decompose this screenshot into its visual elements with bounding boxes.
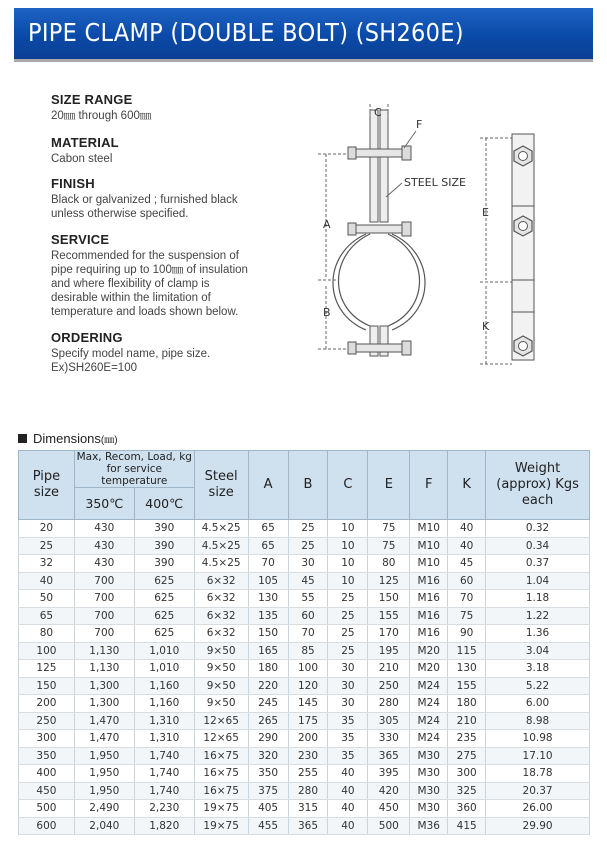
spec-heading: MATERIAL [51, 135, 119, 150]
cell-e: 170 [368, 625, 410, 643]
cell-load-350c: 430 [74, 520, 134, 538]
spec-ordering [51, 330, 291, 375]
cell-k: 275 [448, 747, 486, 765]
cell-pipe-size: 125 [19, 660, 75, 678]
cell-steel-size: 4.5×25 [194, 555, 248, 573]
cell-load-400c: 625 [134, 607, 194, 625]
cell-b: 230 [288, 747, 328, 765]
dimensions-table-body [19, 520, 590, 835]
cell-e: 395 [368, 765, 410, 783]
cell-steel-size: 6×32 [194, 607, 248, 625]
cell-e: 195 [368, 642, 410, 660]
cell-a: 150 [248, 625, 288, 643]
cell-f: M20 [410, 660, 448, 678]
cell-e: 75 [368, 520, 410, 538]
spec-text: Recommended for the suspension of pipe requiring up to 100㎜ of insulation and where flexibility of clamp is desirable within the limitation of temperature and loads shown below. [51, 250, 248, 318]
cell-c: 25 [328, 642, 368, 660]
cell-c: 10 [328, 555, 368, 573]
cell-e: 500 [368, 817, 410, 835]
cell-k: 60 [448, 572, 486, 590]
header-c: C [328, 451, 368, 520]
cell-load-350c: 1,470 [74, 712, 134, 730]
cell-weight: 10.98 [486, 730, 590, 748]
cell-steel-size: 6×32 [194, 590, 248, 608]
cell-e: 125 [368, 572, 410, 590]
clamp-front-view [333, 110, 425, 356]
cell-f: M16 [410, 607, 448, 625]
cell-f: M10 [410, 537, 448, 555]
cell-k: 130 [448, 660, 486, 678]
cell-c: 25 [328, 590, 368, 608]
cell-steel-size: 16×75 [194, 782, 248, 800]
cell-a: 65 [248, 537, 288, 555]
cell-steel-size: 6×32 [194, 625, 248, 643]
cell-c: 40 [328, 782, 368, 800]
cell-pipe-size: 50 [19, 590, 75, 608]
cell-steel-size: 9×50 [194, 677, 248, 695]
cell-b: 25 [288, 537, 328, 555]
cell-load-350c: 700 [74, 590, 134, 608]
cell-k: 180 [448, 695, 486, 713]
page-title: PIPE CLAMP (DOUBLE BOLT) (SH260E) [28, 18, 464, 47]
cell-weight: 5.22 [486, 677, 590, 695]
hex-nut-icon [514, 146, 532, 166]
cell-b: 25 [288, 520, 328, 538]
cell-f: M36 [410, 817, 448, 835]
cell-e: 150 [368, 590, 410, 608]
cell-load-400c: 1,740 [134, 765, 194, 783]
cell-a: 130 [248, 590, 288, 608]
cell-steel-size: 12×65 [194, 712, 248, 730]
hex-nut-icon [514, 336, 532, 356]
cell-k: 360 [448, 800, 486, 818]
cell-steel-size: 19×75 [194, 800, 248, 818]
cell-f: M16 [410, 572, 448, 590]
cell-steel-size: 6×32 [194, 572, 248, 590]
cell-a: 180 [248, 660, 288, 678]
cell-b: 145 [288, 695, 328, 713]
dimensions-unit: (㎜) [100, 435, 118, 446]
cell-k: 90 [448, 625, 486, 643]
cell-a: 135 [248, 607, 288, 625]
cell-k: 45 [448, 555, 486, 573]
cell-k: 300 [448, 765, 486, 783]
cell-weight: 1.36 [486, 625, 590, 643]
spec-heading: SIZE RANGE [51, 92, 133, 107]
cell-load-400c: 1,740 [134, 782, 194, 800]
spec-service [51, 232, 291, 319]
table-row [19, 712, 590, 730]
cell-pipe-size: 300 [19, 730, 75, 748]
cell-b: 60 [288, 607, 328, 625]
spec-heading: SERVICE [51, 232, 110, 247]
cell-pipe-size: 25 [19, 537, 75, 555]
cell-k: 325 [448, 782, 486, 800]
cell-pipe-size: 500 [19, 800, 75, 818]
cell-load-350c: 430 [74, 555, 134, 573]
cell-a: 375 [248, 782, 288, 800]
cell-f: M24 [410, 730, 448, 748]
spec-text: Cabon steel [51, 153, 113, 165]
table-row [19, 677, 590, 695]
dimensions-heading [18, 431, 118, 446]
cell-weight: 1.04 [486, 572, 590, 590]
dim-label-e: E [482, 206, 489, 219]
cell-e: 155 [368, 607, 410, 625]
header-350c: 350℃ [74, 488, 134, 520]
spec-finish [51, 176, 291, 221]
cell-load-400c: 1,310 [134, 730, 194, 748]
cell-load-350c: 1,130 [74, 660, 134, 678]
cell-k: 115 [448, 642, 486, 660]
cell-load-400c: 1,820 [134, 817, 194, 835]
cell-b: 175 [288, 712, 328, 730]
cell-a: 290 [248, 730, 288, 748]
dim-label-a: A [323, 218, 331, 231]
cell-weight: 0.34 [486, 537, 590, 555]
cell-b: 45 [288, 572, 328, 590]
cell-weight: 29.90 [486, 817, 590, 835]
clamp-side-view [512, 134, 534, 360]
cell-f: M30 [410, 800, 448, 818]
cell-f: M10 [410, 555, 448, 573]
square-bullet-icon [18, 434, 27, 443]
table-row [19, 765, 590, 783]
cell-pipe-size: 600 [19, 817, 75, 835]
cell-weight: 18.78 [486, 765, 590, 783]
cell-c: 30 [328, 677, 368, 695]
header-f: F [410, 451, 448, 520]
title-bar [14, 8, 593, 62]
cell-c: 25 [328, 607, 368, 625]
cell-f: M30 [410, 765, 448, 783]
cell-weight: 20.37 [486, 782, 590, 800]
table-row [19, 520, 590, 538]
cell-a: 105 [248, 572, 288, 590]
spec-material [51, 135, 291, 166]
cell-c: 40 [328, 817, 368, 835]
cell-c: 40 [328, 765, 368, 783]
cell-k: 210 [448, 712, 486, 730]
cell-load-400c: 1,010 [134, 660, 194, 678]
cell-load-350c: 2,040 [74, 817, 134, 835]
table-row [19, 642, 590, 660]
cell-c: 40 [328, 800, 368, 818]
cell-b: 315 [288, 800, 328, 818]
cell-k: 70 [448, 590, 486, 608]
cell-pipe-size: 200 [19, 695, 75, 713]
cell-load-400c: 1,010 [134, 642, 194, 660]
cell-c: 35 [328, 730, 368, 748]
cell-load-350c: 700 [74, 572, 134, 590]
table-row [19, 800, 590, 818]
cell-c: 30 [328, 660, 368, 678]
cell-steel-size: 16×75 [194, 747, 248, 765]
cell-pipe-size: 400 [19, 765, 75, 783]
cell-load-350c: 2,490 [74, 800, 134, 818]
cell-f: M30 [410, 747, 448, 765]
cell-b: 70 [288, 625, 328, 643]
table-row [19, 660, 590, 678]
cell-k: 415 [448, 817, 486, 835]
cell-load-400c: 1,160 [134, 695, 194, 713]
cell-weight: 6.00 [486, 695, 590, 713]
cell-e: 305 [368, 712, 410, 730]
cell-pipe-size: 450 [19, 782, 75, 800]
dim-label-c: C [374, 106, 382, 119]
cell-steel-size: 9×50 [194, 642, 248, 660]
cell-k: 235 [448, 730, 486, 748]
cell-f: M30 [410, 782, 448, 800]
header-e: E [368, 451, 410, 520]
cell-b: 55 [288, 590, 328, 608]
dim-label-k: K [482, 320, 490, 333]
cell-weight: 1.22 [486, 607, 590, 625]
cell-e: 450 [368, 800, 410, 818]
cell-steel-size: 9×50 [194, 695, 248, 713]
cell-load-400c: 1,310 [134, 712, 194, 730]
cell-c: 10 [328, 537, 368, 555]
cell-load-350c: 1,300 [74, 695, 134, 713]
cell-load-400c: 625 [134, 590, 194, 608]
cell-b: 255 [288, 765, 328, 783]
cell-b: 365 [288, 817, 328, 835]
cell-a: 245 [248, 695, 288, 713]
header-weight: Weight (approx) Kgs each [486, 451, 590, 520]
cell-f: M16 [410, 625, 448, 643]
cell-f: M10 [410, 520, 448, 538]
cell-load-400c: 390 [134, 537, 194, 555]
hex-nut-icon [514, 216, 532, 236]
cell-c: 30 [328, 695, 368, 713]
cell-pipe-size: 20 [19, 520, 75, 538]
header-a: A [248, 451, 288, 520]
cell-b: 280 [288, 782, 328, 800]
cell-load-350c: 700 [74, 625, 134, 643]
cell-pipe-size: 65 [19, 607, 75, 625]
cell-pipe-size: 100 [19, 642, 75, 660]
cell-b: 100 [288, 660, 328, 678]
cell-b: 120 [288, 677, 328, 695]
header-pipe-size: Pipe size [19, 451, 75, 520]
header-k: K [448, 451, 486, 520]
cell-k: 40 [448, 520, 486, 538]
cell-load-350c: 1,130 [74, 642, 134, 660]
cell-a: 350 [248, 765, 288, 783]
cell-e: 80 [368, 555, 410, 573]
cell-f: M24 [410, 695, 448, 713]
cell-c: 10 [328, 572, 368, 590]
cell-b: 30 [288, 555, 328, 573]
table-row [19, 607, 590, 625]
spec-text: 20㎜ through 600㎜ [51, 110, 152, 122]
pipe-clamp-diagram [318, 104, 578, 388]
cell-a: 455 [248, 817, 288, 835]
cell-load-400c: 2,230 [134, 800, 194, 818]
cell-pipe-size: 40 [19, 572, 75, 590]
dim-label-steel-size: STEEL SIZE [404, 176, 466, 189]
cell-pipe-size: 150 [19, 677, 75, 695]
cell-weight: 3.18 [486, 660, 590, 678]
cell-steel-size: 19×75 [194, 817, 248, 835]
cell-load-350c: 1,950 [74, 782, 134, 800]
cell-pipe-size: 80 [19, 625, 75, 643]
cell-load-400c: 390 [134, 520, 194, 538]
cell-load-400c: 1,740 [134, 747, 194, 765]
cell-weight: 8.98 [486, 712, 590, 730]
cell-e: 365 [368, 747, 410, 765]
cell-e: 330 [368, 730, 410, 748]
cell-pipe-size: 32 [19, 555, 75, 573]
cell-c: 25 [328, 625, 368, 643]
cell-weight: 0.37 [486, 555, 590, 573]
header-load: Max, Recom, Load, kg for service temperature [74, 451, 194, 488]
cell-e: 210 [368, 660, 410, 678]
cell-e: 75 [368, 537, 410, 555]
cell-e: 420 [368, 782, 410, 800]
cell-k: 75 [448, 607, 486, 625]
cell-f: M24 [410, 712, 448, 730]
cell-weight: 17.10 [486, 747, 590, 765]
cell-steel-size: 4.5×25 [194, 537, 248, 555]
cell-a: 165 [248, 642, 288, 660]
cell-weight: 1.18 [486, 590, 590, 608]
cell-pipe-size: 250 [19, 712, 75, 730]
cell-load-350c: 1,950 [74, 747, 134, 765]
cell-c: 35 [328, 712, 368, 730]
table-row [19, 537, 590, 555]
dimensions-heading-text: Dimensions [33, 431, 101, 446]
table-row [19, 590, 590, 608]
header-b: B [288, 451, 328, 520]
table-row [19, 555, 590, 573]
cell-k: 155 [448, 677, 486, 695]
cell-weight: 3.04 [486, 642, 590, 660]
cell-k: 40 [448, 537, 486, 555]
cell-load-400c: 1,160 [134, 677, 194, 695]
cell-steel-size: 9×50 [194, 660, 248, 678]
cell-a: 265 [248, 712, 288, 730]
cell-a: 65 [248, 520, 288, 538]
cell-pipe-size: 350 [19, 747, 75, 765]
cell-c: 10 [328, 520, 368, 538]
table-row [19, 730, 590, 748]
cell-f: M16 [410, 590, 448, 608]
cell-a: 220 [248, 677, 288, 695]
cell-f: M24 [410, 677, 448, 695]
cell-b: 200 [288, 730, 328, 748]
cell-load-400c: 390 [134, 555, 194, 573]
table-row [19, 695, 590, 713]
spec-heading: FINISH [51, 176, 95, 191]
spec-size-range [51, 92, 291, 123]
cell-load-350c: 1,950 [74, 765, 134, 783]
dim-label-b: B [323, 306, 331, 319]
cell-weight: 0.32 [486, 520, 590, 538]
spec-text: Black or galvanized ; furnished black unless otherwise specified. [51, 194, 238, 220]
cell-load-350c: 700 [74, 607, 134, 625]
cell-load-400c: 625 [134, 572, 194, 590]
table-row [19, 572, 590, 590]
cell-weight: 26.00 [486, 800, 590, 818]
header-400c: 400℃ [134, 488, 194, 520]
cell-e: 250 [368, 677, 410, 695]
spec-text: Specify model name, pipe size. Ex)SH260E=100 [51, 348, 211, 374]
spec-heading: ORDERING [51, 330, 123, 345]
cell-b: 85 [288, 642, 328, 660]
table-row [19, 817, 590, 835]
cell-f: M20 [410, 642, 448, 660]
table-row [19, 625, 590, 643]
cell-steel-size: 12×65 [194, 730, 248, 748]
cell-a: 405 [248, 800, 288, 818]
cell-steel-size: 4.5×25 [194, 520, 248, 538]
cell-load-350c: 1,470 [74, 730, 134, 748]
cell-load-400c: 625 [134, 625, 194, 643]
cell-a: 70 [248, 555, 288, 573]
cell-e: 280 [368, 695, 410, 713]
header-steel-size: Steel size [194, 451, 248, 520]
cell-c: 35 [328, 747, 368, 765]
cell-load-350c: 1,300 [74, 677, 134, 695]
cell-load-350c: 430 [74, 537, 134, 555]
cell-steel-size: 16×75 [194, 765, 248, 783]
dim-label-f: F [416, 118, 423, 131]
table-row [19, 782, 590, 800]
table-row [19, 747, 590, 765]
cell-a: 320 [248, 747, 288, 765]
dimensions-table [18, 450, 590, 835]
